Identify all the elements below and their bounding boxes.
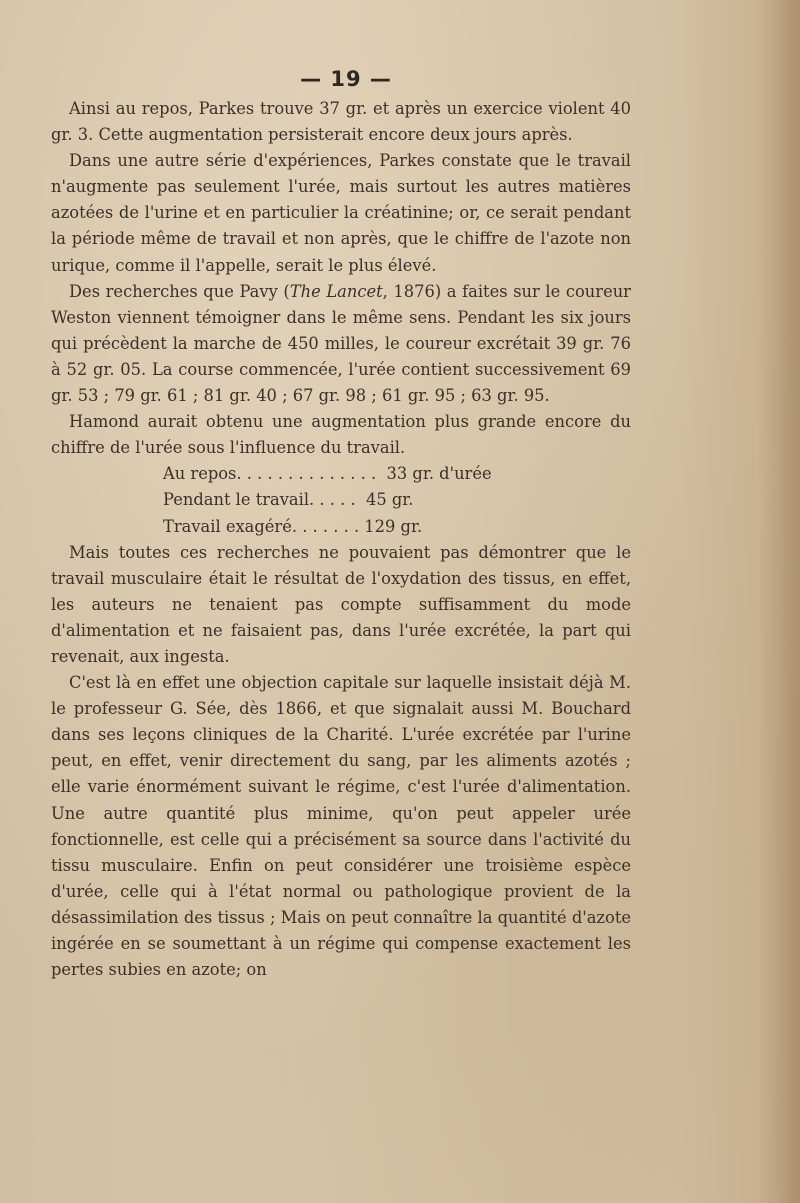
paragraph-objection: C'est là en effet une objection capitale sur laquelle insistait déjà M. le professeur G. Sée, dès 1866, et que signalait aussi M. Bouchard dans ses leçons cliniques de la Charité. L'urée excrétée par l'urine peut, en effet, venir directement du sang, par les aliments azotés ; elle varie énormément suivant le régime, c'est l'urée d'alimentation. Une autre quantité plus minime, qu'on peut appeler urée fonctionnelle, est celle qui a précisément sa source dans l'activité du tissu musculaire. Enfin on peut considérer une troisième espèce d'urée, celle qui à l'état normal ou pathologique provient de la désassimilation des tissus ; Mais on peut connaître la quantité d'azote ingérée en se soumettant à un régime qui compense exactement les pertes subies en azote; on [51, 673, 631, 980]
pavy-text-after: , 1876) a faites sur le coureur Weston viennent témoigner dans le même sens. Pendant les six jours qui précèdent la marche de 450 milles, le coureur excrétait 39 gr. 76 à 52 gr. 05. La course commencée, l'urée contient successivement 69 gr. 53 ; 79 gr. 61 ; 81 gr. 40 ; 67 gr. 98 ; 61 gr. 95 ; 63 gr. 95. [51, 281, 631, 406]
body-text [51, 96, 631, 983]
measurement-row [163, 461, 631, 487]
measurement-label: Travail exagéré. . . . . . . [163, 516, 360, 536]
measurement-row [163, 514, 631, 540]
measurement-row [163, 487, 631, 513]
paragraph-parkes-experiences: Dans une autre série d'expériences, Parkes constate que le travail n'augmente pas seulement l'urée, mais surtout les autres matières azotées de l'urine et en particulier la créatinine; or, ce serait pendant la période même de travail et non après, que le chiffre de l'azote non urique, comme il l'appelle, serait le plus élevé. [51, 151, 631, 275]
paragraph-hamond: Hamond aurait obtenu une augmentation plus grande encore du chiffre de l'urée sous l'influence du travail. [51, 412, 631, 458]
measurement-label: Au repos. . . . . . . . . . . . . . [163, 464, 377, 484]
page-content [51, 62, 631, 983]
journal-title: The Lancet [289, 281, 383, 301]
pavy-text-before: Des recherches que Pavy ( [69, 281, 290, 301]
measurement-label: Pendant le travail. . . . . [163, 490, 356, 510]
page-edge-shadow [758, 0, 800, 1203]
measurement-value: 45 gr. [355, 490, 414, 510]
paragraph-parkes-repos: Ainsi au repos, Parkes trouve 37 gr. et après un exercice violent 40 gr. 3. Cette augmentation persisterait encore deux jours après. [51, 99, 631, 145]
measurement-list [51, 461, 631, 539]
measurement-value: 33 gr. d'urée [376, 464, 492, 484]
paragraph-pavy [51, 279, 631, 409]
page-number: — 19 — [300, 67, 392, 91]
measurement-value: 129 gr. [359, 516, 423, 536]
paragraph-recherches: Mais toutes ces recherches ne pouvaient pas démontrer que le travail musculaire était le résultat de l'oxydation des tissus, en effet, les auteurs ne tenaient pas compte suffisamment du mode d'alimentation et ne faisaient pas, dans l'urée excrétée, la part qui revenait, aux ingesta. [51, 542, 631, 666]
